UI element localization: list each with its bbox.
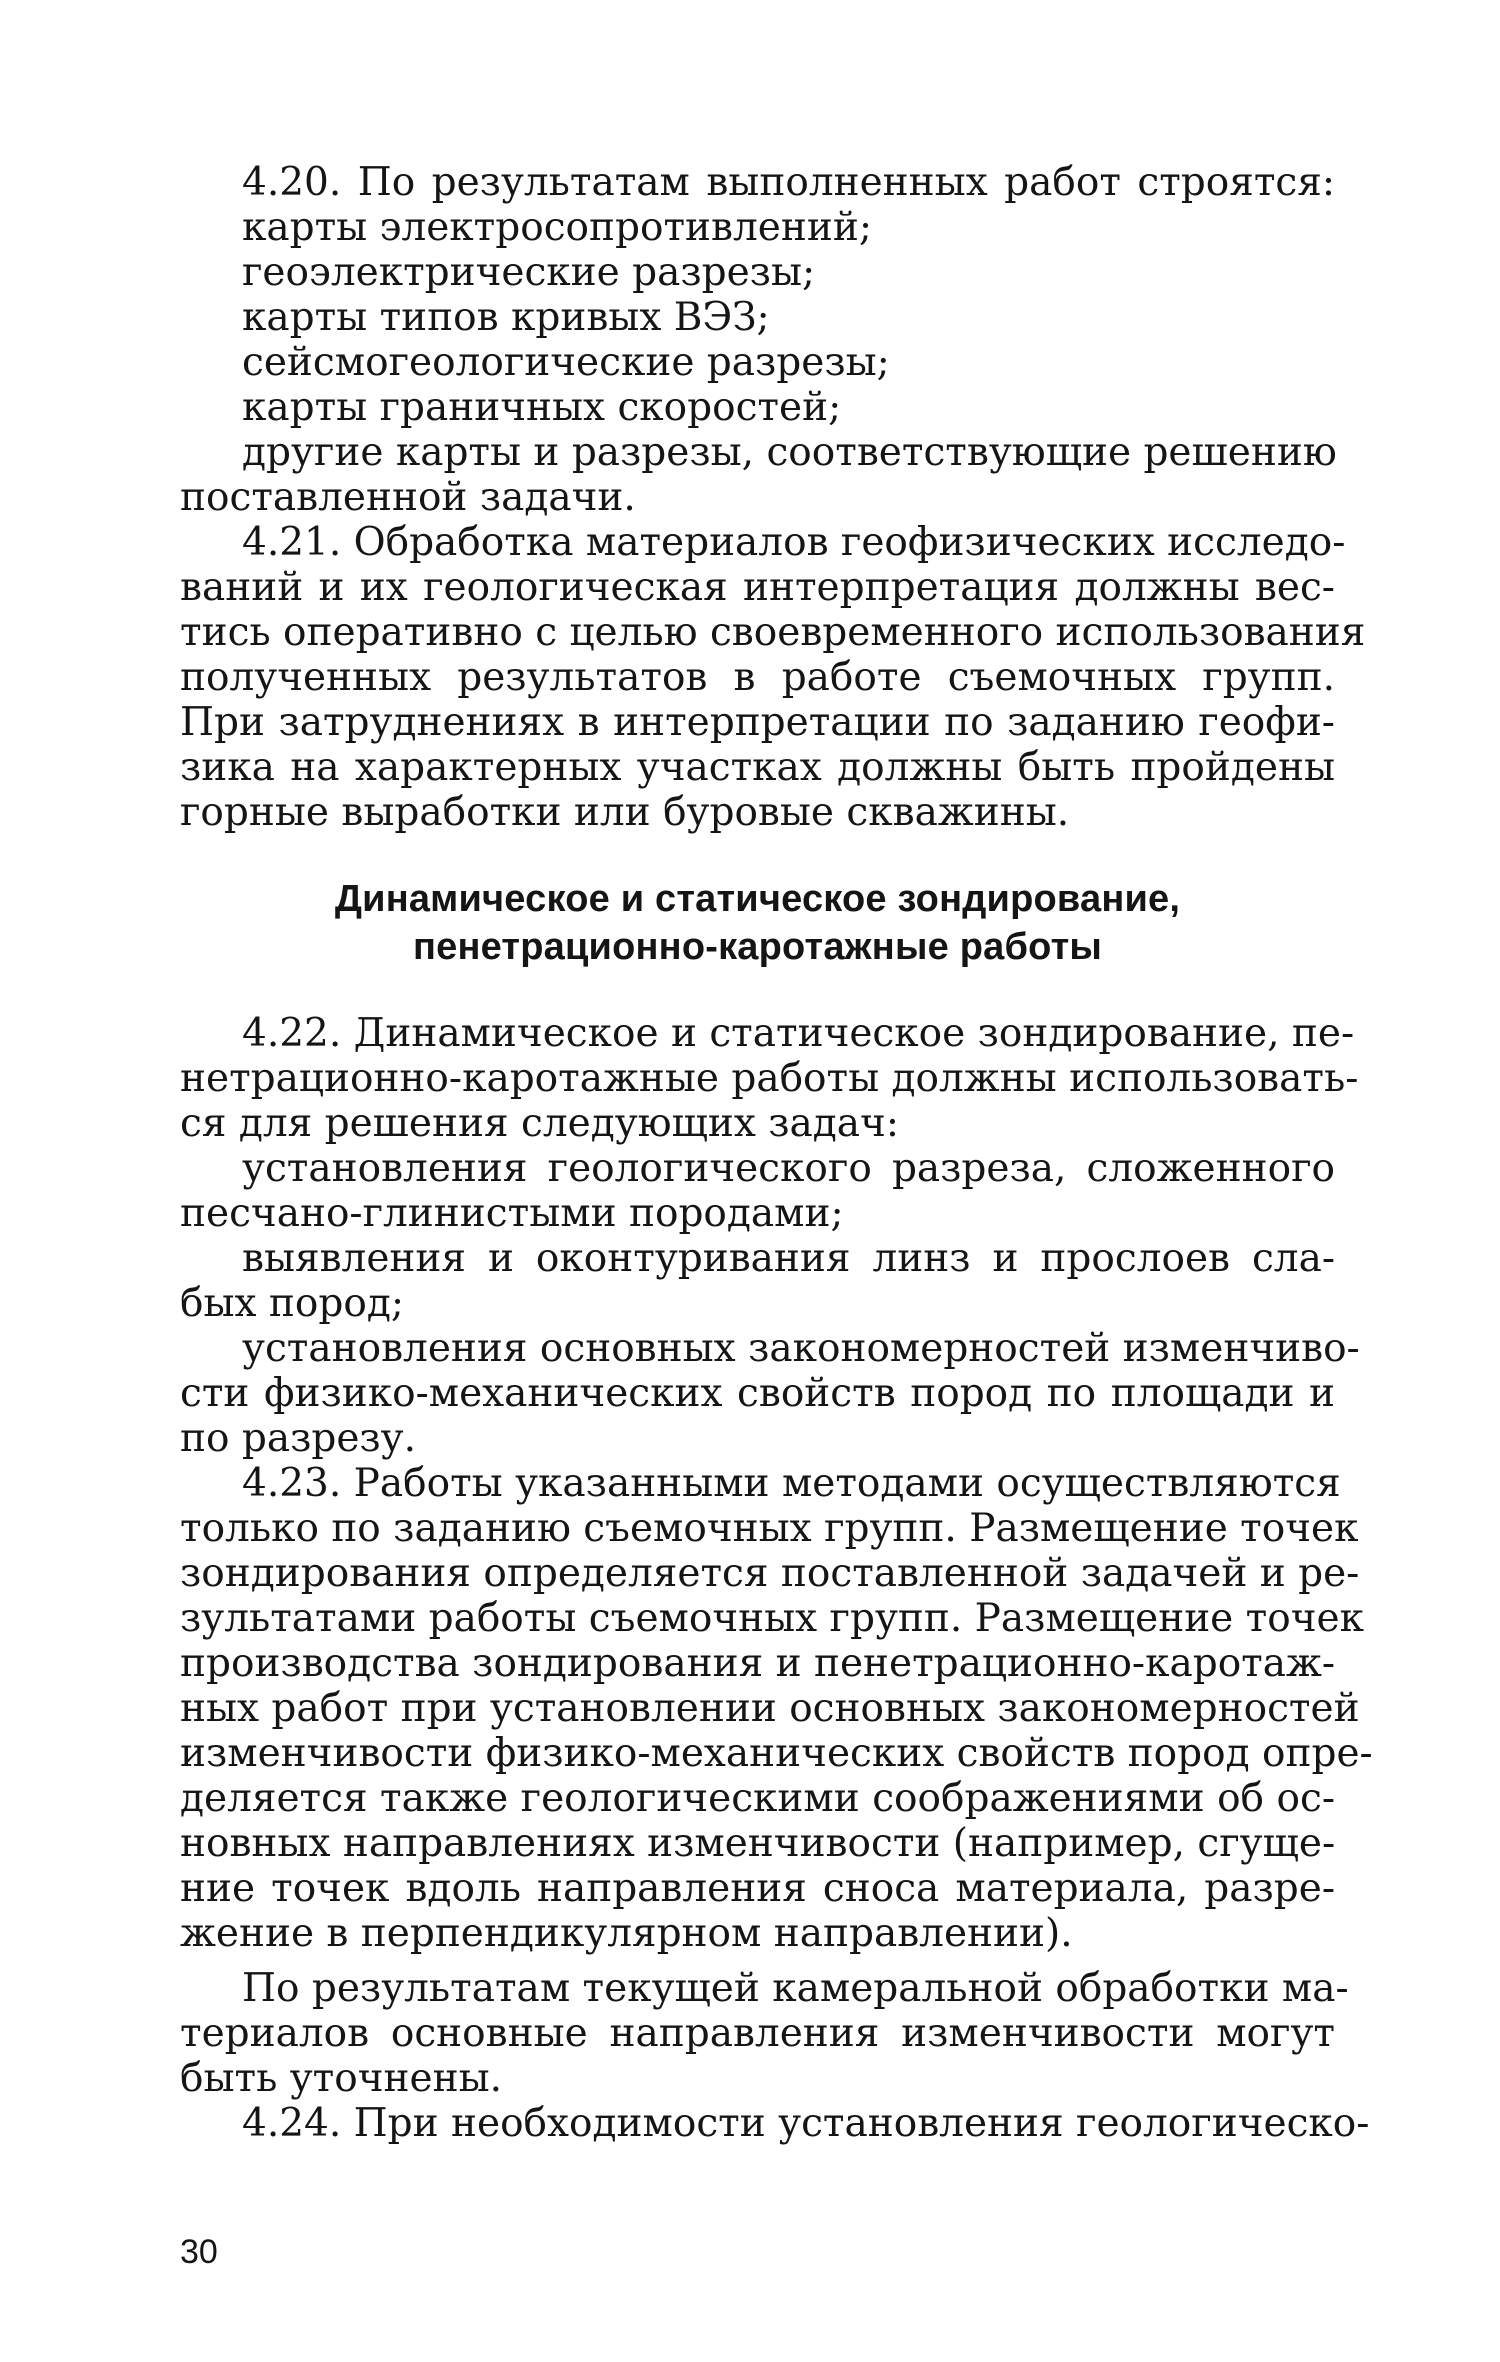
text-line: териалов основные направления изменчивости могут [180, 2011, 1335, 2056]
list-item: карты электросопротивлений; [242, 205, 872, 250]
list-item: карты граничных скоростей; [242, 385, 842, 430]
text-line: горные выработки или буровые скважины. [180, 790, 1070, 835]
list-item: бых пород; [180, 1281, 404, 1326]
text-line: 4.20. По результатам выполненных работ строятся: [242, 160, 1335, 205]
paragraph-4-23 [180, 1461, 1373, 2101]
text-line: 4.22. Динамическое и статическое зондирование, пе- [242, 1011, 1355, 1056]
list-item: выявления и оконтуривания линз и прослоев сла- [242, 1236, 1335, 1281]
text-line: зультатами работы съемочных групп. Размещение точек [180, 1596, 1364, 1641]
text-line: зондирования определяется поставленной задачей и ре- [180, 1551, 1360, 1596]
list-item: установления основных закономерностей изменчиво- [242, 1326, 1360, 1371]
text-line: По результатам текущей камеральной обработки ма- [242, 1966, 1349, 2011]
text-line: тись оперативно с целью своевременного использования [180, 610, 1366, 655]
text-line: только по заданию съемочных групп. Размещение точек [180, 1506, 1359, 1551]
section-heading-line: Динамическое и статическое зондирование, [334, 878, 1181, 920]
text-line: производства зондирования и пенетрационно-каротаж- [180, 1641, 1336, 1686]
paragraph-4-20 [180, 160, 1335, 520]
text-line: деляется также геологическими соображениями об ос- [180, 1776, 1335, 1821]
section-heading-line: пенетрационно-каротажные работы [412, 926, 1103, 968]
text-line: 4.24. При необходимости установления геологическо- [242, 2101, 1370, 2146]
text-line: изменчивости физико-механических свойств пород опре- [180, 1731, 1373, 1776]
text-line: новных направлениях изменчивости (например, сгуще- [180, 1821, 1336, 1866]
text-line: ние точек вдоль направления сноса материала, разре- [180, 1866, 1335, 1911]
text-line: 4.23. Работы указанными методами осуществляются [242, 1461, 1341, 1506]
paragraph-4-21 [180, 520, 1366, 835]
page-body [180, 160, 1373, 2146]
text-line: ных работ при установлении основных закономерностей [180, 1686, 1360, 1731]
text-line: зика на характерных участках должны быть пройдены [180, 745, 1335, 790]
text-line: полученных результатов в работе съемочных групп. [180, 655, 1335, 700]
page-number: 30 [180, 2233, 218, 2271]
text-line: ваний и их геологическая интерпретация должны вес- [180, 565, 1335, 610]
text-line: быть уточнены. [180, 2056, 503, 2101]
text-line: ся для решения следующих задач: [180, 1101, 899, 1146]
list-item: геоэлектрические разрезы; [242, 250, 816, 295]
list-item: сти физико-механических свойств пород по площади и [180, 1371, 1335, 1416]
paragraph-4-24 [180, 2101, 1370, 2146]
list-item: сейсмогеологические разрезы; [242, 340, 890, 385]
list-item: карты типов кривых ВЭЗ; [242, 295, 770, 340]
list-item: песчано-глинистыми породами; [180, 1191, 844, 1236]
list-item: другие карты и разрезы, соответствующие решению [242, 430, 1337, 475]
text-line: поставленной задачи. [180, 475, 636, 520]
text-line: При затруднениях в интерпретации по заданию геофи- [180, 700, 1335, 745]
list-item: по разрезу. [180, 1416, 417, 1461]
text-line: нетрационно-каротажные работы должны использовать- [180, 1056, 1359, 1101]
paragraph-4-22 [180, 1011, 1360, 1461]
section-heading [180, 875, 1335, 971]
text-line: жение в перпендикулярном направлении). [180, 1911, 1073, 1956]
text-line: 4.21. Обработка материалов геофизических исследо- [242, 520, 1346, 565]
list-item: установления геологического разреза, сложенного [242, 1146, 1335, 1191]
